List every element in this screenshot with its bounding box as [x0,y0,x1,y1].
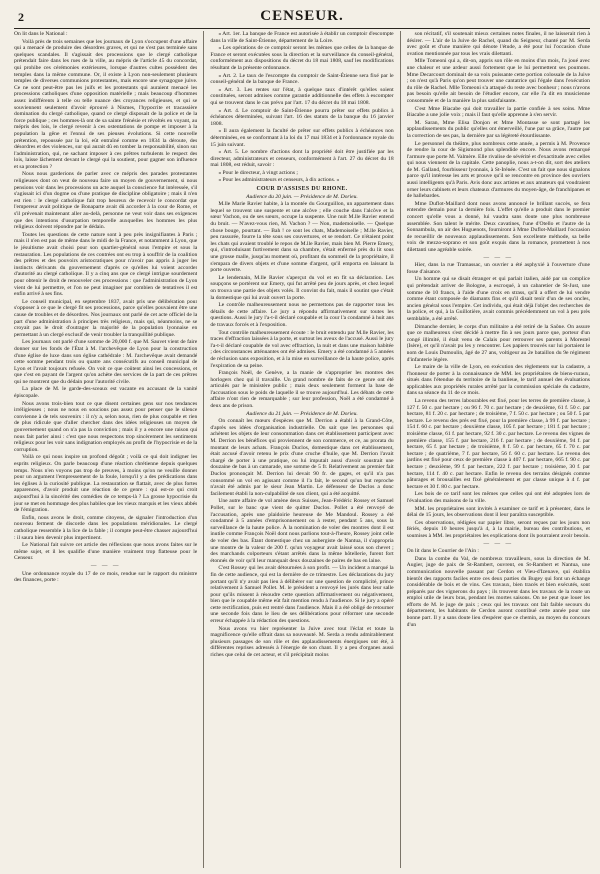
article-paragraph: « Art. 3. Les rentes sur l'état, à quelque taux d'intérêt qu'elles soient constituées, seront admises comme garantie additionnelle des effets à escompter qui se trouvent dans le cas prévu par l'art. 17 du décret du 18 mai 1808. [210,86,394,106]
masthead [14,8,590,29]
article-paragraph: Le conseil municipal, en septembre 1837, avait pris une délibération pour s'opposer à ce que le clergé fit ses processions, parce qu'elles pouvaient être une cause de troubles et de désordres. Nos journaux ont parlé de cet acte officiel de la part d'une administration à principes très religieux, mais qui, néanmoins, ne se croyait pas le droit d'outrager la majorité de la population lyonnaise en permettant à un clergé exclusif de venir troubler la tranquillité publique. [14,298,198,338]
article-paragraph: La revenu des terres labourables est fixé, pour les terres de première classe, à 127 f. 50 c. par hectare ; ou 96 f. 70 c. par hectare ; de deuxième, 61 f. 50 c. par hectare, 81 f. 20 c. par hectare ; de troisième, 7 f. 50 c. par hectare ; ou 50 f. 5 par hectare. Le revenu des prés est fixé, pour la première classe, à 99 f. par hectare ; 154 f. 60 c. par hectare ; deuxième classe, 105 f. par hectare ; 181 f. par hectare ; troisième classe, 61 f. par hectare, 92 f. 30 c. par hectare. Le revenu des vignes de première classe, 155 f. par hectare, 216 f. par hectare ; de deuxième, 94 f. par hectare, 65 f. par hectare ; de troisième, 8 f. 50 c. par hectare, 65 f. 70 c. par hectare ; de quatrième, 7 f. par hectare, 56 f. 60 c. par hectare. Le revenu des jardins est fixé pour ceux de première classe à 407 f. par hectare, 665 f. 90 c. par hectare ; deuxième, 99 f. par hectare, 222 f. par hectare ; troisième, 30 f. par hectare, 114 f. 40 c. par hectare. Enfin le revenu des terrains désignés comme pâturages et brousailles est fixé généralement et par classe unique à 4 f. par hectare et 30 f. 80 c. par hectare. [406,398,590,490]
article-paragraph: C'est Mme Biacabe qui doit travailler la partie confiée à ses soins. Mme Biacabe a une jolie voix ; mais il faut qu'elle apprenne à s'en servir. [406,105,590,119]
article-paragraph: Le National fait suivre cet article des réflexions que nous avons faites sur le même sujet, et il les qualifie d'une manière vraiment trop flatteuse pour le Censeur. [14,542,198,562]
article-paragraph: « Il aura également la faculté de prêter sur effets publics à échéances non déterminées, en se conformant à la loi du 17 mai 1834 et à l'ordonnance royale du 15 juin suivant. [210,128,394,148]
column-right [407,31,590,868]
article-paragraph: Nous avons vu hier représenter la Juive avec tout l'éclat et toute la magnificence qu'elle offrait dans sa nouveauté. M. Serda a rendu admirablement plusieurs passages de son rôle et des applaudissements énergiques ont été, à différentes reprises adressés à l'énergie de son chant. Il y a peu d'organes aussi riches que celui de cet acteur, et s'il précipitait moins [210,625,394,659]
article-paragraph: « Pour le directeur, à vingt actions ; [218,169,298,176]
article-separator: — — — [483,254,514,261]
article-paragraph: Un homme qui se disait étranger et qui parlait italien, aidé par un complice qui prétendait arriver de Bologne, a escroqué, à un cabaretier de St-Just, une somme de 10 francs, à l'aide d'une croix en strass, qu'il a offert de lui vendre comme étant composée de diamants fins et qu'il disait tenir d'un de ses oncles, ancien général sous l'empire. Cet individu, qui était déjà l'objet des recherches de la police, et qui, à la Guillotière, avait commis précédemment un vol à peu près semblable, a été arrêté. [406,276,590,322]
article-paragraph: Le maire de la ville de Lyon, en exécution des règlements sur la cadastre, a l'honneur de porter à la connaissance de MM. les propriétaires de biens-ruraux, situés dans l'étendue du territoire de la banlieue, le tarif annuel des évaluations applicables aux propriétés rurales arrêté par la commission spéciale du cadastre, dans sa séance du 11 de ce mois. [406,364,590,397]
article-paragraph: Voilà ce qui nous inspire un profond dégoût ; voilà ce qui doit indigner les esprits religieux. On parle beaucoup d'une réaction chrétienne depuis quelques temps. Nous n'en voyons pas trop de preuves, à moins qu'on ne veuille donner pour un argument l'empressement de la foule, lorsqu'il y a des prédications dans les églises à la curiosité publique. La restauration se flattait, avec de plus fortes apparences, d'avoir produit une réaction de ce genre : qui est-ce qui croit aujourd'hui à la sincérité des comédies de ce temps-là ? La grosse hypocrisie du jour se met en hommage des plus habiles que les vieux marquis et les vieux abbés de l'émigration. [14,454,198,514]
newspaper-title: CENSEUR. [260,8,344,24]
article-paragraph: Tout contrôle malheureusement écoute : le bruit entendu par M.lle Ravier, les traces d'effraction laissées à la porte, et surtout les aveux de l'accusé. Aussi le jury l'a-t-il déclaré coupable de vol avec effraction, la nuit et dans une maison habitée ; des circonstances atténuantes ont été admises. Emery a été condamné à 5 années de réclusion sans exposition, et à la mise en surveillance de la haute police, après l'expiration de sa peine. [210,329,394,369]
article-paragraph: « Art. 5. Le nombre d'actions dont la propriété doit être justifiée par les directeur, administrateurs et censeurs, conformément à l'art. 27 du décret du 18 mai 1808, est réduit, savoir : [210,149,394,169]
article-paragraph: Le lendemain, M.lle Ravier s'aperçut du vol et en fit sa déclaration. Les soupçons se portèrent sur Emery, qui fut arrêté peu de jours après, et chez lequel on trouva une partie des objets volés. Il convint du fait, mais il soutint que c'était la domestique qui lui avait ouvert la porte. [210,274,394,301]
column-divider [400,31,401,868]
article-paragraph: Dimanche dernier, le corps d'un militaire a été retiré de la Saône. On assure que ce malheureux s'est décidé à mettre fin à ses jours parce que, porteur d'un congé illimité, il était venu de Calais pour retrouver ses parents à Morestel (Isère), et qu'il n'avait pu les y rencontrer. Les papiers trouvés sur lui portaient le nom de Louis Dumoulin, âgé de 27 ans, voltigeur au 2e bataillon du 9e régiment d'infanterie légère. [406,323,590,363]
article-paragraph: Les journaux ont parlé d'une somme de 20,000 f. que M. Sauvet vient de faire donner sur les fonds de l'État à M. l'archevêque de Lyon pour la construction d'une église de luxe dans son église cathédrale : M. l'archevêque avait demandé cette somme pendant trois ou quatre ans consécutifs au conseil municipal de Lyon et l'avait toujours refusée. On voit ce que coûtent ainsi les concessions, et que c'est en payant de l'argent qu'on achète des services de la part de ces prêtres qui ne montrent que du dédain pour l'autorité civile. [14,339,198,385]
article-separator: — — — [483,540,514,547]
article-paragraph: Mlle Tomeoni qui a, dit-on, appris son rôle en moins d'un mois, l'a joué avec une chaleur et une ardeur aussi fortement que le lui permettent ses poumons. Mme Decarcourt dominait de sa voix puissante cette portion colossale de la Juive ; on n'est qu'à Paris qu'on peut trouver une cantatrice qui l'égale dans l'exécution du rôle de Rachel. Mlle Tomeoni s'a attaqué du reste avec bonheur ; nous n'avons pas besoin qu'elle ait besoin de l'étudier encore, car elle l'a dit en musicienne consommée et de la manière la plus satisfaisante. [406,58,590,104]
article-columns [14,31,590,868]
session-subheading: Audience du 21 juin. — Présidence de M. Dorieu. [246,410,358,417]
article-paragraph: François Noël, de Genève, a la manie de s'approprier les montres des horlogers chez qui il travaille. Un grand nombre de faits de ce genre ont été articulés par le ministère public ; mais deux seulement forment la base de l'accusation sous le poids de laquelle il se trouve aujourd'hui. Les débats de cette affaire n'ont rien de remarquable ; sur leur profession, Noël a été condamné à deux ans de prison. [210,370,394,410]
column-divider [203,31,204,868]
article-paragraph: M. Saran, Mme Elisa Donjon et Mme Montasse se sont partagé les applaudissements du public qu'elles ont émerveillé, l'une par sa grâce, l'autre par la correction de ses pas, la dernière par sa légèreté étourdissante. [406,119,590,139]
article-paragraph: « Pour les administrateurs et censeurs, à dix actions. » [218,177,340,184]
article-paragraph: Enfin, nous avons le droit, comme citoyens, de signaler l'introduction d'un nouveau ferment de discorde dans les populations méridionales. Le clergé catholique ressemble à la lice de la fable ; il compte peut-être chasser aujourd'hui : il saura bien devenir plus impertinent. [14,514,198,541]
session-subheading: Audience du 20 juin. — Présidence de M. Dorieu. [246,193,358,200]
article-paragraph: Le personnel du théâtre, plus nombreux cette année, a permis à M. Provence de rendre la cour de Sigismond plus splendide encore. Nous avons remarqué l'armure que porte M. Valmère. Elle rivalise de sévérité et d'exactitude avec celles qui nous viennent de la capitale. Cette panoplie, nous a-t-on dit, sort des ateliers de M. Galland, fourbisseur lyonnais, à St-Irénée. C'est un fait que nous signalons parce qu'il intéresse les arts et prouve qu'il se rencontre en province des ouvriers aussi intelligents qu'à Paris. Avis donc aux artistes et aux amateurs qui voudraient orner leurs cabinets et leurs chateaux d'armures du moyen-âge, de franchipanes et de hallebardes. [406,140,590,200]
article-paragraph: M.lle Marie Ravier habite, à la montée du Gourguillon, un appartement dans lequel se trouvent une suspente et une alcôve ; elle couche dans l'alcôve et la sœur Vachon, ou de ses sœurs, occupe la suspente. Une nuit M.lle Ravier entend du bruit. — N'avez-vous rien, M. Vachon ? — Non, mademoiselle. — Quelque chose bouge, pourtant. — Bah ! ce sont les chats, Mademoiselle ; M.lle Ravier, peu rassurée, fourre la tête sous ses couvertures, et se rendort. Ce n'étaient point les chats qui avaient troublé le repos de M.lle Ravier, mais bien M. Pierre Emery, qui, s'introduisant furtivement dans sa chambre, s'était enfermé près du lit sous une grosse malle, jusqu'au moment où, profitant du sommeil de la propriétaire, il s'empara de divers objets et d'une somme d'argent, qu'il emporta en laissant la porte ouverte. [210,201,394,274]
article-lead: On lit dans le Courrier de l'Ain : [406,548,479,555]
article-paragraph: « Art. 2. Le taux de l'escompte du comptoir de Saint-Étienne sera fixé par le conseil-général de la banque de France. [210,72,394,86]
article-paragraph: Le contrôle malheureusement nous ne permettons pas de rapporter tous les détails de cette affaire. Le jury a répondu affirmativement sur toutes les questions. Aussi le jury l'a-t-il déclaré coupable et la cour l'a condamné à huit ans de travaux forcés et à l'exposition. [210,302,394,328]
article-paragraph: son récitatif, s'il soutenait mieux certaines notes finales, il ne laisserait rien à désirer. — L'air de la Juive de Rachel, quand du Seigneur, chanté par M. Serda avec goût et d'une manière qui dénote l'étude, a été pour lui l'occasion d'une ovation mentionnée par tous les vrais dilettanti. [406,31,590,57]
article-paragraph: Voilà près de trois semaines que les journaux de Lyon s'occupent d'une affaire qui a menacé de produire des désordres graves, et qui ne s'est pas terminée sans quelques scandales. Il s'agissait des processions que le clergé catholique prétendait faire dans les rues de la ville, au mépris de l'article 45 du concordat, qui prohibe ces cérémonies extérieures, lorsque d'autres cultes possèdent des temples dans la même commune. Or, il existe à Lyon non-seulement plusieurs temples de diverses communions protestantes, mais encore une synagogue juive. Ce ne sont peut-être pas les juifs et les protestants qui auraient menacé les processions catholiques d'une opposition matérielle ; mais beaucoup d'hommes assez indifférents à telle ou telle nuance des croyances religieuses, et qui se souviennent seulement d'avoir éprouvé à Nismes, l'hypocrite et tracassière domination du clergé catholique, quand ce clergé disposait de la police et de la force publique ; ces hommes-là ont de sa sainte frénésie et révoltés en voyant, au mépris des lois, le clergé revenir à ces ostentations de pompe et imposer à la population la gêne et l'ennui de ses pieuses évolutions. Si cette nouvelle prétention, repoussée par la loi, eût entraîné comme en 1834 la déroute, des désordres et des violences, sur qui aurait dû en tomber la responsabilité, sinon sur l'administration, qui, ne sachant imposer à ces prêtres turbulents le respect des lois, laisse lâchement devant le clergé qui la soutient, pour gagner son influence et sa protection ? [14,38,198,170]
article-lead: On lit dans le National : [14,31,68,37]
column-left [14,31,197,868]
article-paragraph: Les bois de ce tarif sont les mêmes que celles qui ont été adoptées lors de l'évaluation des maisons de la ville. [406,491,590,504]
article-paragraph: Toutes les questions de cette nature sont à peu près insignifiantes à Paris ; mais il n'en est pas de même dans le midi de la France, et notamment à Lyon, que le jésuitisme avait choisi pour son quartier-général sous l'empire et sous la restauration. Les populations de ces contrées ont eu trop à souffrir de la coalition des prêtres et des pouvoirs aristocratiques pour n'avoir pas appris à juger les instincts dérivants du gouvernement d'après ce qu'elles lui voient accorder d'autorité au clergé catholique. Il y a cinq ans que ce clergé intrigue sourdement pour obtenir le droit de renouveler ces processions : que l'administration de Lyon vient de lui permettre, et l'on ne peut imaginer par combien de tentatives il est enfin arrivé à ses fins. [14,231,198,298]
article-paragraph: Nous nous garderions de parler avec ce mépris des parades protestantes religieuses dont on veut de nouveau faire un moyen de gouvernement, si nous pensions voir dans les processions un acte auquel la conscience fut intéressée, s'il s'agissait ici d'un dogme ou d'une pratique de discipline obligatoire ; mais il n'en est rien : le clergé catholique fait trop heureux de recevoir le concordat que l'empereur avait politique de Bonaparte avait dû accorder à la cour de Rome, et s'il prévenait maintenant aller au-delà, personne ne veut voir dans ses exigences que des intentions d'usurpation temporelle auxquelles les hommes les plus religieux doivent répondre par le dédain. [14,171,198,231]
article-paragraph: Ces observations, rédigées sur papier libre, seront reçues par les jours non fériés, depuis 10 heures jusqu'à 4, à la mairie, bureau des contributions, et soumises à MM. les propriétaires les explications dont ils pourraient avoir besoin. [406,519,590,539]
article-paragraph: On connaît les mœurs d'espèces que M. Derrion a établi à la Grand-Côte, d'après ses idées d'organisation industrielle. On sait que les personnes qui achètent les objets de leur consommation dans cet établissement participent avec M. Derrion les bénéfices qui proviennent de son commerce, et ce, au prorata du montant de leurs achats. François Duclos, domestique dans cet établissement, était accusé d'avoir retenu le prix d'une cruche d'huile, que M. Derrion l'avait chargé de porter à une pratique, ou lui imputait aussi d'avoir soustrait une douzaine de bas à un camarade, une somme de 5 fr. Relativement au premier fait Duclos prononçait M. Derrion lui devait 90 fr. de gages, et qu'il n'a pas consommé un vol en agissant comme il l'a fait, le second qu'un but reproche n'avait été admis par le sieur Jean Martin. Le défenseur de Duclos a donc facilement établi la non-culpabilité de son client, qui a été acquitté. [210,418,394,497]
article-paragraph: Une autre affaire de vol amène deux Suisses, Jean-Frédéric Rossey et Samuel Pollet, sur le banc que vient de quitter Duclos. Pollet a été renvoyé de l'accusation, après une plaidoirie heureuse de Me Mandoul. Rossey a été condamné à 5 années d'emprisonnement ou à rester, pendant 5 ans, sous la surveillance de la haute police. À la nomination de voler des montres dont il est inutile comme François Noël dont nous parlions tout-à-l'heure, Rossey joint celle de voler des bas. Étant domestique chez un aubergiste de Nantua, il s'appropria une montre de la valeur de 200 f. qu'un voyageur avait laissé sous son chevet ; des marchands colporteurs s'étant arrêtés dans la même hôtellerie, furent fort étonnés de voir qu'il leur manquait deux douzaines de paires de bas en laine. [210,498,394,564]
page-number: 2 [18,10,24,24]
article-paragraph: Hier, dans la rue Tramassac, un ouvrier a été asphyxié à l'ouverture d'une fosse d'aisance. [406,262,590,275]
article-paragraph: C'est Rossey qui les avait détournées à son profit. — Un incident a marqué la fin de cette audience, qui est la dernière de ce trimestre. Les déclarations du jury portant qu'il n'y avait pas lieu à délibérer sur une question de complicité, prince relativement à Samuel Pollet. M. le président a renvoyé les jurés dans leur salle pour qu'ils missent à résoudre cette question affirmativement ou négativement, bien que le coupable même eût fait mention rendu à l'audience. Si le jury a opéré cette rectification, puis est rentré dans l'audience. Mais il a été obligé de retourner une seconde fois dans le lieu de ses délibérations pour réformer une seconde erreur échappée à la rédaction des questions. [210,565,394,625]
article-paragraph: Dans la combe du Val, de nombreux travailleurs, sous la direction de M. Augier, juge de paix de St-Rambert, ouvrent, en St-Rambert et Nantua, une communication nouvelle passant par Cerdon et Vieu-d'Izenave, qui établira bientôt des rapports faciles entre ces deux parties du Bugey qui font un échange considérable de bois et de vins. Ces travaux, bien tracés et bien exécutés, sont préparés par des vignerons du pays ; ils trouvent dans les travaux de la route un emploi utile de leurs bras, pendant les mortes saisons. On ne peut que louer les efforts de M. le juge de paix ; ceux qui les travaux ont fait faible secours du département, les habitants de Cerdon auront contribué cette année pour une bonne part. Il y a sans doute lieu d'espérer que ce chemin, au moyen du concours d'un [406,555,590,628]
article-paragraph: Nous avons trois-bien tout ce que disent certaines gens sur nos tendances irréligieuses ; nous ne nous en soucions pas assez pour penser que le silence convienne à de tels souvenirs : il n'y a, selon nous, rien de plus coupable et rien de plus ridicule que d'aller chercher dans des idées religieuses un moyen de gouvernement quand on n'a pas la conviction ; mais il y a encore une raison qui nous fait parler ainsi : c'est que nous respectons trop sincèrement les sentiments religieux pour les voir sans indignation employés au profit de l'hypocrisie et de la corruption. [14,400,198,453]
column-middle [210,31,393,868]
article-paragraph: « Art. 1er. La banque de France est autorisée à établir un comptoir d'escompte dans la ville de Saint-Étienne, département de la Loire. [210,31,394,44]
article-paragraph: « Art. 4. Le comptoir de Saint-Étienne pourra prêter sur effets publics à échéances déterminées, suivant l'art. 16 des statuts de la banque du 16 janvier 1808. [210,107,394,127]
article-paragraph: MM. les propriétaires sont invités à examiner ce tarif et à présenter, dans le délai de 15 jours, les observations dont il leur paraîtra susceptible. [406,505,590,519]
article-paragraph: La place de M. le garde-des-sceaux est vacante en accusant de la vanité épiscopale. [14,386,198,400]
article-paragraph: Mme Duflot-Maillard dont nous avons annoncé le brillant succès, se fera entendre demain pour la dernière fois. L'effet qu'elle a produit dans le premier concert qu'elle vous a donné, lui vaudra sans doute une plus nombreuse assemblée. Son talent le mérite. Deux cavatines, l'une d'Otello et l'autre de la Sonnambula, un air des Huguenots, fourniront à Mme Duflot-Maillard l'occasion de recueillir de nouveaux applaudissements. Son excellente méthode, sa belle voix de mezzo-soprano et son goût exquis dans la romance, promettent à nos dilettanti une agréable soirée. [406,200,590,253]
article-separator: — — — [90,562,121,569]
section-heading: COUR D'ASSISES DU RHONE. [256,186,348,193]
article-paragraph: « Les opérations de ce comptoir seront les mêmes que celles de la banque de France et seront exécutées sous la direction et la surveillance du conseil-général, conformément aux dispositions du décret du 18 mai 1808, sauf les modifications résultant de la présente ordonnance. [210,45,394,71]
article-paragraph: Une ordonnance royale du 17 de ce mois, rendue sur le rapport du ministre des finances, porte : [14,570,198,584]
